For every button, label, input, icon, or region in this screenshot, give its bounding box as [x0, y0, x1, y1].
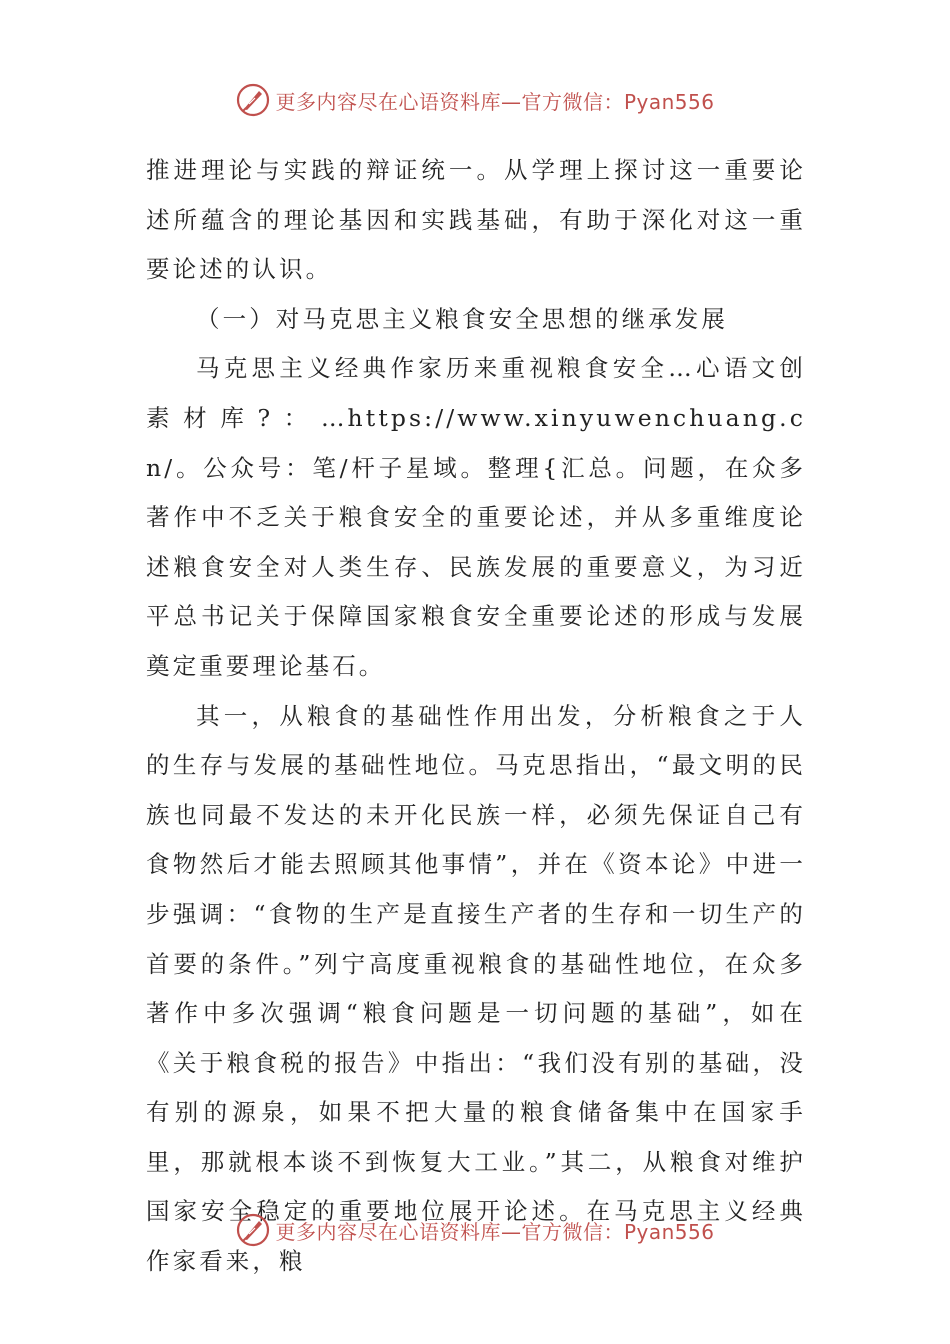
- header-banner: [0, 80, 950, 120]
- quill-pen-logo-icon: [235, 82, 271, 118]
- document-body: [146, 146, 806, 1287]
- paragraph-first-point: 其一，从粮食的基础性作用出发，分析粮食之于人的生存与发展的基础性地位。马克思指出，“最文明的民族也同最不发达的未开化民族一样，必须先保证自己有食物然后才能去照顾其他事情”，并在《资本论》中进一步强调：“食物的生产是直接生产者的生存和一切生产的首要的条件。”列宁高度重视粮食的基础性地位，在众多著作中多次强调“粮食问题是一切问题的基础”，如在《关于粮食税的报告》中指出：“我们没有别的基础，没有别的源泉，如果不把大量的粮食储备集中在国家手里，那就根本谈不到恢复大工业。”其二，从粮食对维护国家安全稳定的重要地位展开论述。在马克思主义经典作家看来，粮: [146, 701, 806, 1276]
- footer-banner-text: 更多内容尽在心语资料库—官方微信：Pyan556: [275, 1219, 715, 1244]
- footer-banner: [0, 1210, 950, 1250]
- section-heading: （一）对马克思主义粮食安全思想的继承发展: [196, 304, 728, 333]
- header-banner-text: 更多内容尽在心语资料库—官方微信：Pyan556: [275, 89, 715, 114]
- quill-pen-logo-icon: [235, 1212, 271, 1248]
- paragraph-marxism-grain-security: 马克思主义经典作家历来重视粮食安全…心语文创素材库?：…https://www.xinyuwenchuang.cn/。公众号：笔/杆子星域。整理{汇总。问题，在众多著作中不乏关于粮食安全的重要论述，并从多重维度论述粮食安全对人类生存、民族发展的重要意义，为习近平总书记关于保障国家粮食安全重要论述的形成与发展奠定重要理论基石。: [146, 354, 806, 680]
- paragraph-intro-continuation: 推进理论与实践的辩证统一。从学理上探讨这一重要论述所蕴含的理论基因和实践基础，有助于深化对这一重要论述的认识。: [146, 156, 806, 284]
